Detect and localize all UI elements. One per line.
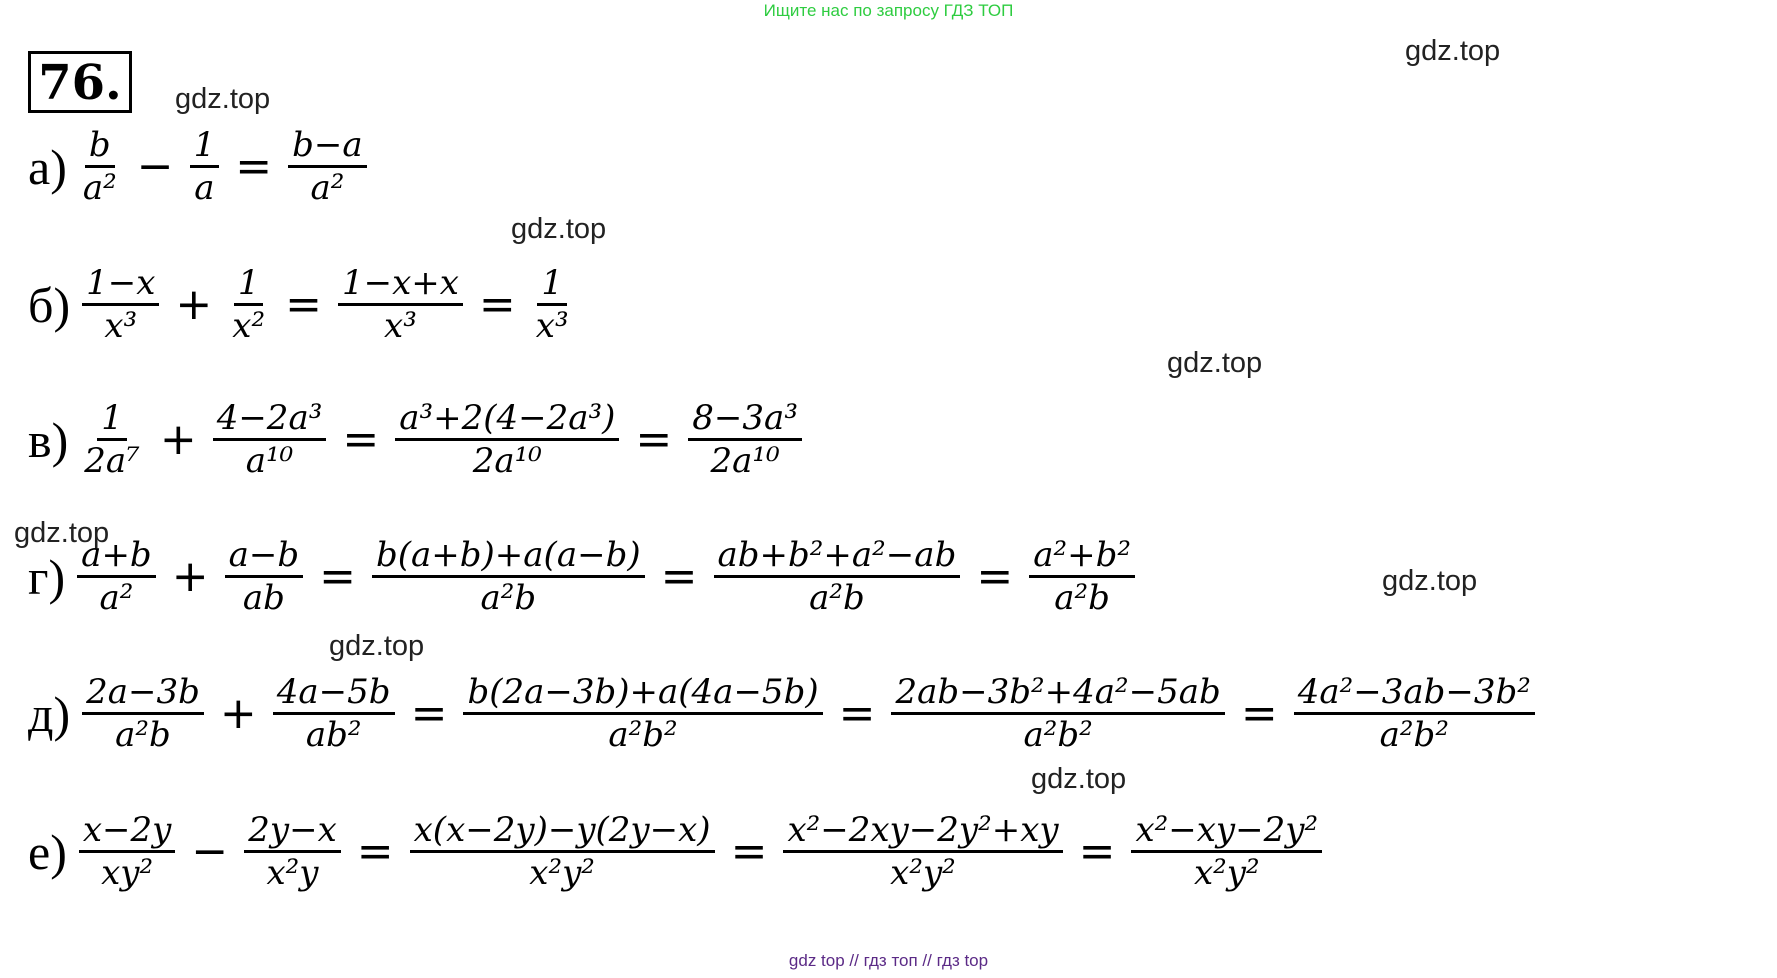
numerator: 4a²−3ab−3b² — [1294, 672, 1535, 715]
fraction — [82, 263, 159, 346]
top-banner: Ищите нас по запросу ГДЗ ТОП — [763, 1, 1014, 20]
denominator: 2a¹⁰ — [710, 441, 780, 481]
equation-row — [28, 125, 371, 208]
numerator: a+b — [77, 535, 156, 578]
denominator: a²b — [1054, 578, 1110, 618]
denominator: a² — [99, 578, 134, 618]
denominator: x³ — [535, 306, 569, 346]
numerator: a²+b² — [1029, 535, 1135, 578]
watermark: gdz.top — [329, 630, 425, 662]
fraction — [79, 125, 121, 208]
denominator: x² — [232, 306, 266, 346]
row-label: б) — [28, 276, 71, 333]
operator: = — [1078, 825, 1116, 877]
equation-row — [28, 263, 577, 346]
fraction — [225, 535, 304, 618]
operator: = — [285, 278, 322, 330]
operator: = — [410, 687, 448, 739]
fraction — [532, 263, 573, 346]
fraction — [1294, 672, 1535, 755]
watermark: gdz.top — [175, 83, 271, 115]
operator: = — [730, 825, 768, 877]
numerator: 2ab−3b²+4a²−5ab — [891, 672, 1224, 715]
denominator: x²y² — [890, 853, 956, 893]
denominator: x²y — [266, 853, 319, 893]
numerator: b−a — [288, 125, 367, 168]
fraction — [463, 672, 822, 755]
row-label: г) — [28, 548, 66, 605]
numerator: 1−x+x — [338, 263, 463, 306]
operator: = — [235, 140, 273, 192]
numerator: x²−xy−2y² — [1131, 810, 1322, 853]
numerator: 2y−x — [244, 810, 341, 853]
operator: = — [478, 278, 516, 330]
numerator: x²−2xy−2y²+xy — [783, 810, 1062, 853]
operator: + — [219, 687, 257, 739]
equation-row — [28, 535, 1139, 618]
watermark: gdz.top — [1031, 763, 1127, 795]
fraction — [714, 535, 961, 618]
operator: = — [1240, 687, 1278, 739]
row-label: е) — [28, 823, 67, 880]
denominator: x²y² — [529, 853, 595, 893]
operator: = — [976, 550, 1014, 602]
watermark: gdz.top — [14, 517, 110, 549]
watermark: gdz.top — [1382, 565, 1478, 597]
watermark: gdz.top — [1405, 35, 1501, 67]
fraction — [228, 263, 269, 346]
numerator: 8−3a³ — [688, 398, 802, 441]
denominator: ab — [242, 578, 285, 618]
operator: = — [838, 687, 876, 739]
numerator: 1 — [537, 263, 567, 306]
fraction — [80, 398, 144, 481]
fraction — [891, 672, 1224, 755]
numerator: b(a+b)+a(a−b) — [372, 535, 645, 578]
denominator: a — [194, 168, 215, 208]
bottom-banner: gdz top // гдз топ // гдз top — [788, 951, 989, 970]
denominator: x²y² — [1193, 853, 1260, 893]
fraction — [395, 398, 619, 481]
watermark: gdz.top — [511, 213, 607, 245]
fraction — [190, 125, 220, 208]
fraction — [244, 810, 341, 893]
numerator: 1−x — [82, 263, 159, 306]
operator: = — [635, 413, 673, 465]
numerator: x(x−2y)−y(2y−x) — [410, 810, 715, 853]
numerator: b — [85, 125, 115, 168]
numerator: 1 — [97, 398, 127, 441]
denominator: 2a⁷ — [84, 441, 140, 481]
numerator: 1 — [234, 263, 264, 306]
operator: = — [356, 825, 394, 877]
fraction — [783, 810, 1062, 893]
denominator: a² — [82, 168, 117, 208]
fraction — [410, 810, 715, 893]
fraction — [77, 535, 156, 618]
operator: + — [159, 413, 197, 465]
denominator: a¹⁰ — [245, 441, 294, 481]
denominator: a²b² — [1023, 715, 1093, 755]
fraction — [338, 263, 463, 346]
numerator: ab+b²+a²−ab — [714, 535, 961, 578]
numerator: 4−2a³ — [213, 398, 327, 441]
operator: − — [136, 140, 174, 192]
numerator: 4a−5b — [273, 672, 395, 715]
denominator: x³ — [104, 306, 138, 346]
equation-row — [28, 672, 1539, 755]
problem-number: 76. — [28, 51, 132, 113]
operator: + — [175, 278, 213, 330]
fraction — [1029, 535, 1135, 618]
denominator: a²b² — [608, 715, 678, 755]
fraction — [273, 672, 395, 755]
numerator: 2a−3b — [82, 672, 204, 715]
operator: − — [191, 825, 229, 877]
fraction — [1131, 810, 1322, 893]
denominator: a²b — [480, 578, 537, 618]
fraction — [288, 125, 367, 208]
equation-row — [28, 398, 806, 481]
equation-row — [28, 810, 1326, 893]
denominator: a²b² — [1379, 715, 1449, 755]
numerator: a−b — [225, 535, 304, 578]
operator: = — [660, 550, 698, 602]
denominator: a²b — [115, 715, 171, 755]
denominator: ab² — [305, 715, 362, 755]
denominator: a² — [310, 168, 345, 208]
row-label: в) — [28, 411, 69, 468]
numerator: b(2a−3b)+a(4a−5b) — [463, 672, 822, 715]
fraction — [372, 535, 645, 618]
operator: + — [171, 550, 209, 602]
fraction — [82, 672, 204, 755]
numerator: x−2y — [79, 810, 176, 853]
operator: = — [342, 413, 380, 465]
fraction — [213, 398, 327, 481]
row-label: а) — [28, 138, 67, 195]
denominator: x³ — [384, 306, 417, 346]
fraction — [688, 398, 802, 481]
denominator: xy² — [101, 853, 154, 893]
operator: = — [319, 550, 356, 602]
numerator: a³+2(4−2a³) — [395, 398, 619, 441]
denominator: a²b — [809, 578, 865, 618]
denominator: 2a¹⁰ — [472, 441, 542, 481]
row-label: д) — [28, 685, 71, 742]
numerator: 1 — [190, 125, 220, 168]
fraction — [79, 810, 176, 893]
watermark: gdz.top — [1167, 347, 1263, 379]
